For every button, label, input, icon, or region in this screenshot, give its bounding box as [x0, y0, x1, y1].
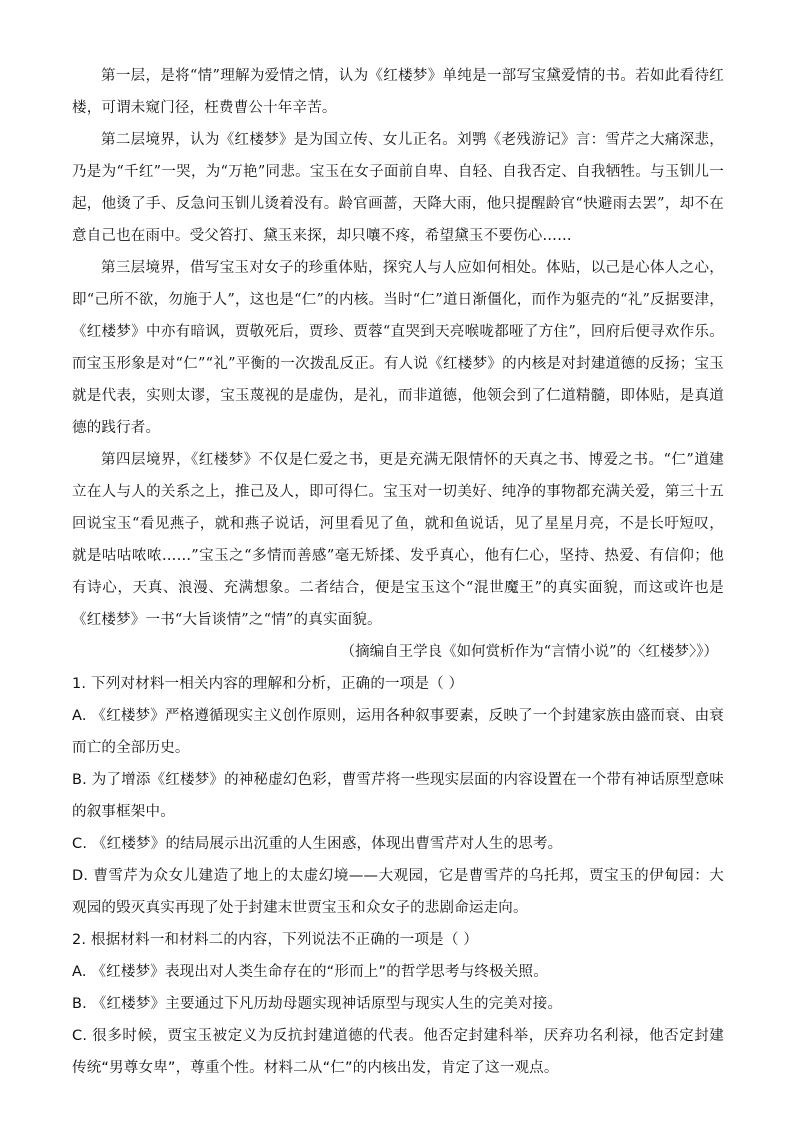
question-1-option-a: A. 《红楼梦》严格遵循现实主义创作原则，运用各种叙事要素，反映了一个封建家族由盛而衰、由衰而亡的全部历史。: [72, 708, 724, 756]
passage-paragraph-1: 第一层，是将“情”理解为爱情之情，认为《红楼梦》单纯是一部写宝黛爱情的书。若如此看待红楼，可谓未窥门径，枉费曹公十年辛苦。: [72, 68, 724, 116]
question-1-option-b: B. 为了增添《红楼梦》的神秘虚幻色彩，曹雪芹将一些现实层面的内容设置在一个带有神话原型意味的叙事框架中。: [72, 772, 724, 820]
question-1-option-c: C. 《红楼梦》的结局展示出沉重的人生困惑，体现出曹雪芹对人生的思考。: [72, 836, 563, 852]
question-1-stem: 1. 下列对材料一相关内容的理解和分析，正确的一项是（ ）: [72, 676, 464, 692]
question-2-option-c: C. 很多时候，贾宝玉被定义为反抗封建道德的代表。他否定封建科举，厌弃功名利禄，他否定封建传统“男尊女卑”，尊重个性。材料二从“仁”的内核出发，肯定了这一观点。: [72, 1028, 724, 1076]
question-1-option-d: D. 曹雪芹为众女儿建造了地上的太虚幻境——大观园，它是曹雪芹的乌托邦，贾宝玉的伊甸园：大观园的毁灭真实再现了处于封建末世贾宝玉和众女子的悲剧命运走向。: [72, 868, 724, 916]
question-2-option-a: A. 《红楼梦》表现出对人类生命存在的“形而上”的哲学思考与终极关照。: [72, 964, 548, 980]
question-2-option-b: B. 《红楼梦》主要通过下凡历劫母题实现神话原型与现实人生的完美对接。: [72, 996, 563, 1012]
passage-paragraph-2: 第二层境界，认为《红楼梦》是为国立传、女儿正名。刘鹗《老残游记》言：雪芹之大痛深悲，乃是为“千红”一哭，为“万艳”同悲。宝玉在女子面前自卑、自轻、自我否定、自我牺牲。与玉钏儿一起，他烫了手、反急问玉钏儿烫着没有。龄官画蔷，天降大雨，他只提醒龄官“快避雨去罢”，却不在意自己也在雨中。受父笞打、黛玉来探，却只嚷不疼，希望黛玉不要伤心……: [72, 132, 724, 244]
document-page: [72, 60, 724, 1084]
passage-paragraph-4: 第四层境界，《红楼梦》不仅是仁爱之书，更是充满无限情怀的天真之书、博爱之书。“仁”道建立在人与人的关系之上，推己及人，即可得仁。宝玉对一切美好、纯净的事物都充满关爱，第三十五回说宝玉“看见燕子，就和燕子说话，河里看见了鱼，就和鱼说话，见了星星月亮，不是长吁短叹，就是咕咕哝哝……”宝玉之“多情而善感”毫无矫揉、发乎真心，他有仁心，坚持、热爱、有信仰；他有诗心，天真、浪漫、充满想象。二者结合，便是宝玉这个“混世魔王”的真实面貌，而这或许也是《红楼梦》一书“大旨谈情”之“情”的真实面貌。: [72, 452, 724, 628]
passage-paragraph-3: 第三层境界，借写宝玉对女子的珍重体贴，探究人与人应如何相处。体贴，以己是心体人之心，即“己所不欲，勿施于人”，这也是“仁”的内核。当时“仁”道日渐僵化，而作为躯壳的“礼”反据要津，《红楼梦》中亦有暗讽，贾敬死后，贾珍、贾蓉“直哭到天亮喉咙都哑了方住”，回府后便寻欢作乐。而宝玉形象是对“仁”“礼”平衡的一次拨乱反正。有人说《红楼梦》的内核是对封建道德的反扬；宝玉就是代表，实则太谬，宝玉蔑视的是虚伪，是礼，而非道德，他领会到了仁道精髓，即体贴，是真道德的践行者。: [72, 260, 724, 436]
passage-source: （摘编自王学良《如何赏析作为“言情小说”的〈红楼梦〉》）: [340, 644, 718, 660]
question-2-stem: 2. 根据材料一和材料二的内容，下列说法不正确的一项是（ ）: [72, 932, 479, 948]
